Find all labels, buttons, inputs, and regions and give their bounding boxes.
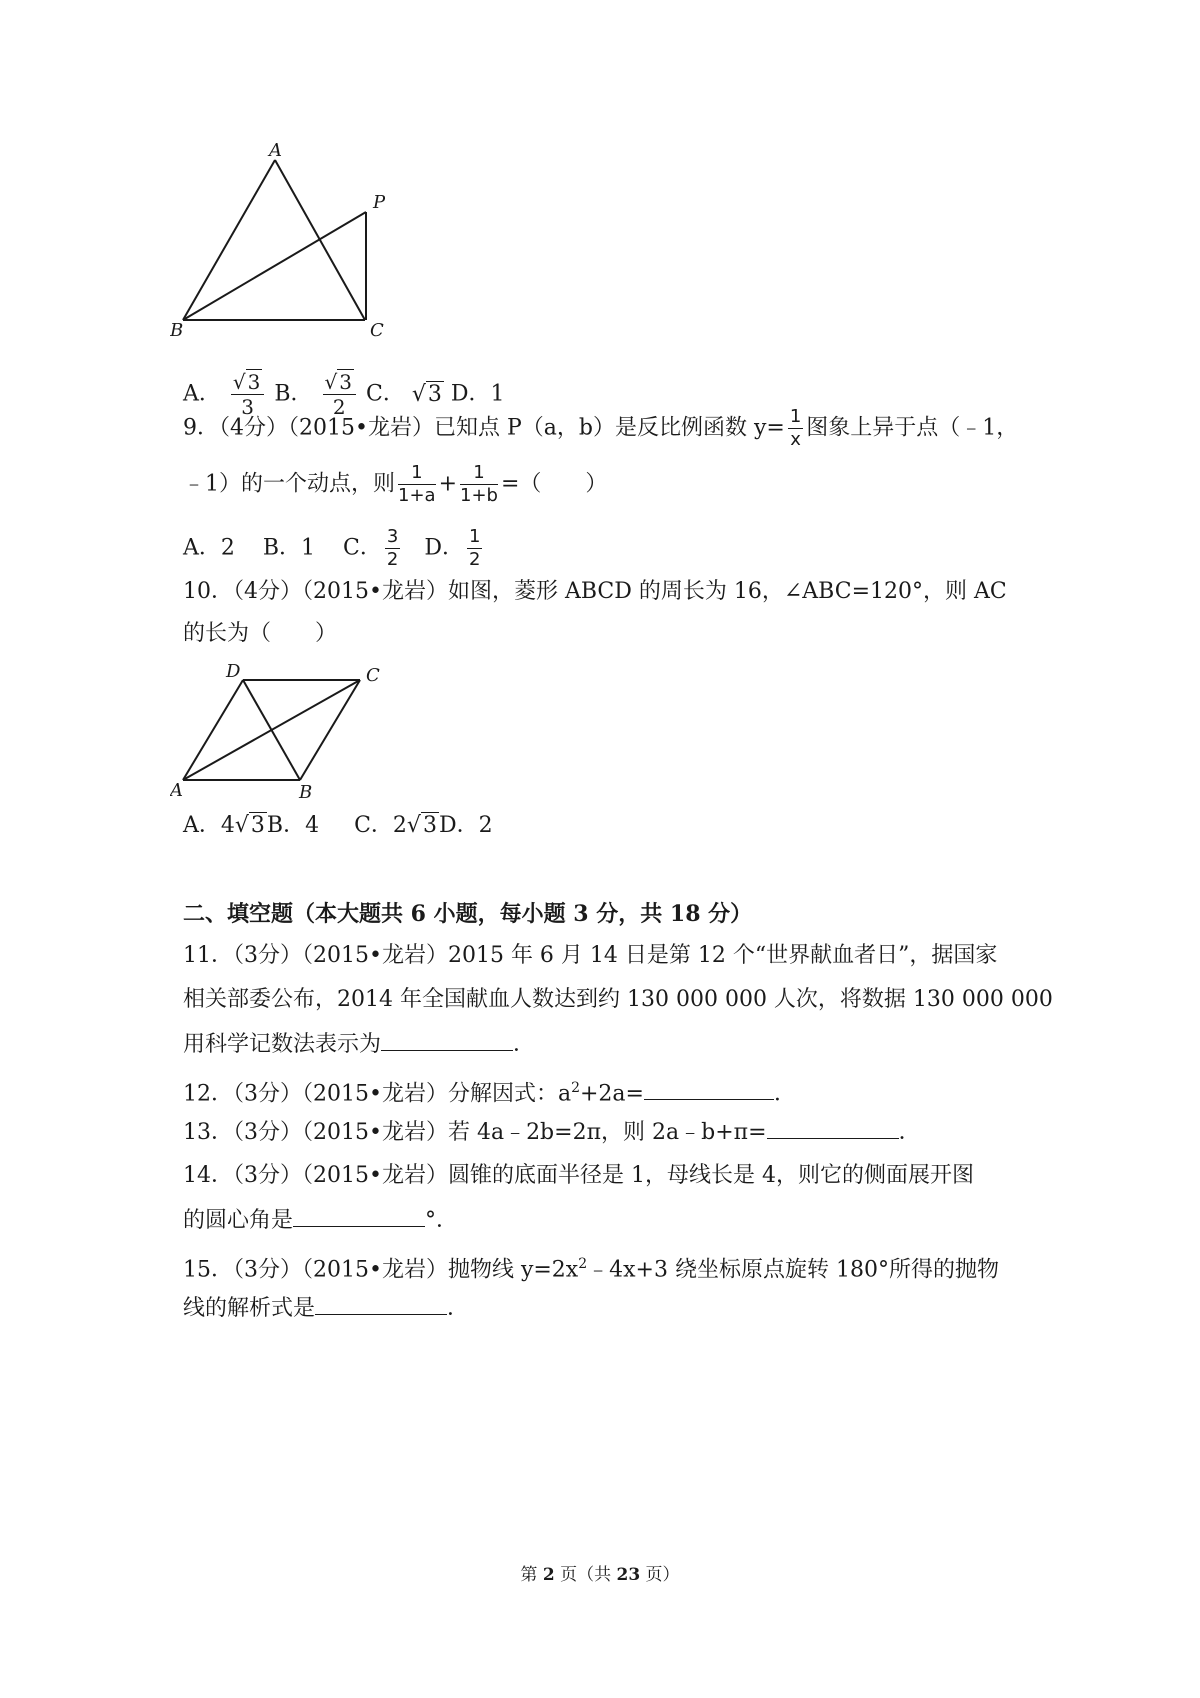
q9-option-d: D． — [424, 535, 464, 561]
label-p: P — [373, 192, 386, 213]
label-c: C — [366, 665, 380, 686]
q8-a-num: 3 — [247, 370, 261, 394]
q8-option-a-fraction: $\frac{√ 3}{3}$ — [231, 372, 264, 417]
label-a: A — [170, 780, 183, 801]
q9-line2-head: ﹣1）的一个动点，则 — [183, 471, 395, 497]
q8-b-den: 2 — [332, 395, 346, 419]
q11-line1: 11．（3分）（2015•龙岩）2015 年 6 月 14 日是第 12 个“世界献血者日”，据国家 — [183, 943, 998, 968]
q9-option-c: C． — [343, 535, 382, 561]
q13-line: 13．（3分）（2015•龙岩）若 4a﹣2b=2π，则 2a﹣b+π= ． — [183, 1120, 921, 1145]
q8-option-d: D．1 — [450, 381, 505, 407]
answer-blank — [293, 1206, 425, 1227]
answer-blank — [381, 1030, 513, 1051]
q9-line2-tail: =（ ） — [500, 471, 608, 497]
q12-line: 12．（3分）（2015•龙岩）分解因式：$a^2+2a=$ ． — [183, 1080, 796, 1107]
rhombus-figure — [170, 658, 400, 803]
q8-option-b-letter: B． — [274, 381, 313, 407]
q8-b-num: 3 — [339, 370, 353, 394]
q9-option-d-fraction: $\frac{1}{2}$ — [468, 526, 481, 570]
q9-line2 — [183, 464, 607, 505]
q9-tail: 图象上异于点（﹣1， — [806, 415, 1019, 441]
q10-option-b: B．4 — [266, 813, 320, 838]
q10-options — [183, 812, 493, 840]
q9-plus: + — [438, 471, 458, 497]
q9-option-a: A．2 — [183, 535, 235, 561]
q9-head: 9．（4分）（2015•龙岩）已知点 P（a，b）是反比例函数 y= — [183, 415, 785, 441]
label-b: B — [299, 782, 313, 803]
q10-option-c: C．2 — [354, 813, 407, 838]
q9-expr2: $\frac{1}{1+b}$ — [460, 462, 498, 506]
label-b: B — [170, 320, 184, 341]
answer-blank — [644, 1079, 774, 1100]
answer-blank — [315, 1294, 447, 1315]
q9-line1 — [183, 408, 1018, 449]
q9-option-b: B．1 — [262, 535, 316, 561]
section-title: 二、填空题（本大题共 6 小题，每小题 3 分，共 18 分） — [183, 901, 753, 927]
q10-option-c-sqrt: √3 — [406, 813, 437, 838]
total-pages: 23 — [616, 1565, 641, 1585]
q14-line2: 的圆心角是 °． — [183, 1208, 459, 1233]
q8-option-c-sqrt: √3 — [411, 381, 442, 407]
q9-option-c-fraction: $\frac{3}{2}$ — [386, 526, 399, 570]
q10-option-a: A．4 — [183, 813, 235, 838]
q8-option-a-letter: A． — [183, 381, 221, 407]
q8-option-b-fraction: $\frac{√ 3}{2}$ — [323, 372, 356, 417]
q8-a-den: 3 — [241, 395, 254, 419]
q10-option-a-sqrt: √3 — [234, 813, 265, 838]
page-number: 2 — [542, 1565, 555, 1585]
q8-option-c-letter: C． — [366, 381, 405, 407]
triangle-figure — [170, 140, 430, 365]
q15-line1: 15．（3分）（2015•龙岩）抛物线 $y=2x^2﹣4x+3$ 绕坐标原点旋转 180°所得的抛物 — [183, 1256, 999, 1283]
q9-function-fraction: $\frac{1}{x}$ — [789, 406, 802, 450]
label-c: C — [370, 320, 384, 341]
label-d: D — [226, 661, 241, 682]
q9-options — [183, 528, 485, 569]
q11-line2: 相关部委公布，2014 年全国献血人数达到约 130 000 000 人次，将数据 130 000 000 — [183, 987, 1053, 1012]
q14-line1: 14．（3分）（2015•龙岩）圆锥的底面半径是 1，母线长是 4，则它的侧面展开图 — [183, 1163, 974, 1188]
q10-line2: 的长为（ ） — [183, 621, 338, 646]
q11-line3: 用科学记数法表示为 ． — [183, 1032, 536, 1057]
q9-expr1: $\frac{1}{1+a}$ — [398, 462, 436, 506]
q10-line1: 10．（4分）（2015•龙岩）如图，菱形 ABCD 的周长为 16，∠ABC=120°，则 AC — [183, 579, 1007, 604]
label-a: A — [269, 140, 282, 161]
q15-line2: 线的解析式是 ． — [183, 1296, 470, 1321]
q10-option-d: D．2 — [438, 813, 493, 838]
page-footer: 第 2 页（共 23 页） — [520, 1565, 680, 1585]
answer-blank — [767, 1118, 899, 1139]
